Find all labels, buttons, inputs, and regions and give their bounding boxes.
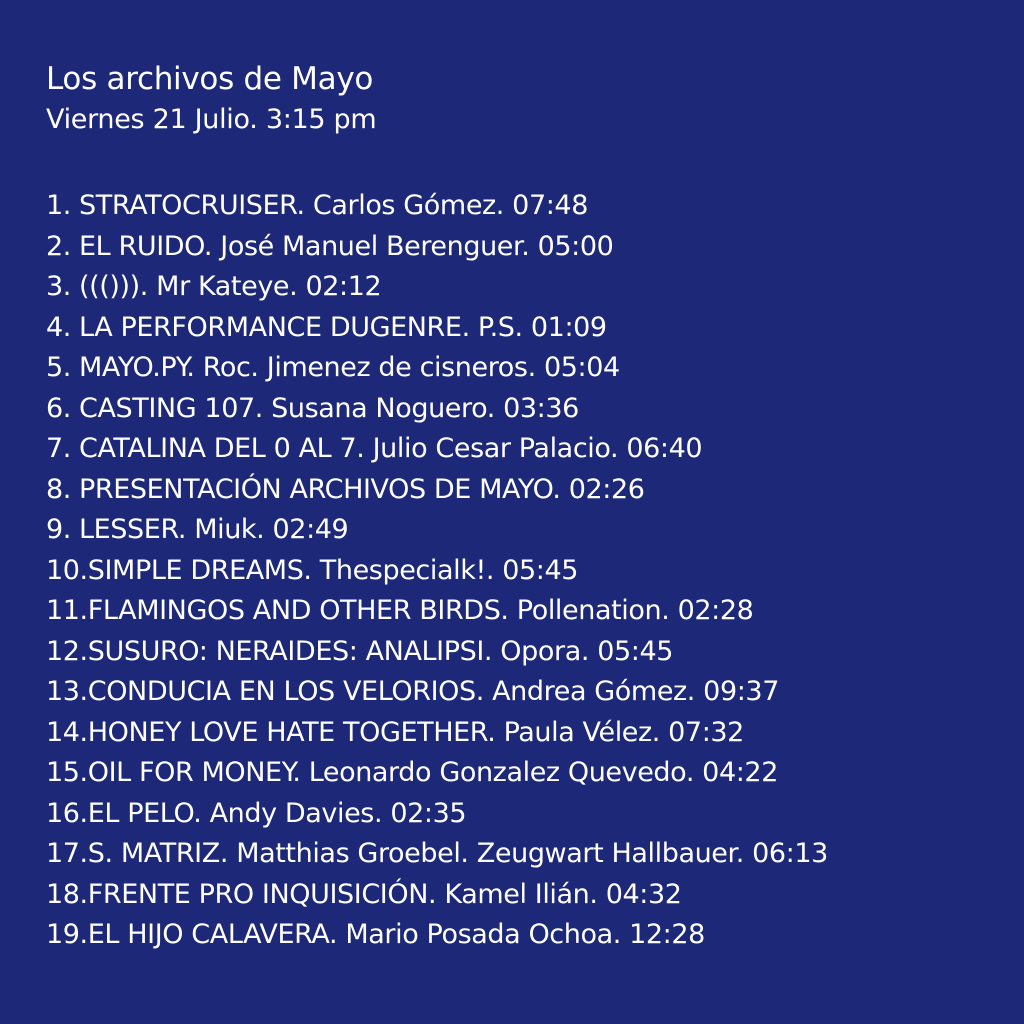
track-text: HONEY LOVE HATE TOGETHER. Paula Vélez. 07:32 — [87, 716, 744, 748]
track-item — [46, 227, 1024, 268]
track-item — [46, 834, 1024, 875]
track-text: FLAMINGOS AND OTHER BIRDS. Pollenation. 02:28 — [87, 595, 754, 626]
page-title: Los archivos de Mayo — [46, 61, 374, 97]
track-item — [46, 551, 1024, 592]
track-text: SUSURO: NERAIDES: ANALIPSI. Opora. 05:45 — [87, 635, 674, 667]
track-text: S. MATRIZ. Matthias Groebel. Zeugwart Hallbauer. 06:13 — [87, 838, 828, 869]
track-number: 15. — [46, 757, 88, 788]
track-item — [46, 267, 1024, 308]
track-text: FRENTE PRO INQUISICIÓN. Kamel Ilián. 04:32 — [87, 878, 682, 910]
track-number: 7. — [46, 433, 71, 464]
track-number: 3. — [46, 271, 71, 302]
track-number: 2. — [46, 230, 71, 262]
track-number: 10. — [46, 554, 88, 586]
track-number: 4. — [46, 311, 71, 343]
track-item — [46, 186, 1024, 227]
track-item — [46, 389, 1024, 430]
track-item — [46, 348, 1024, 389]
track-text: MAYO.PY. Roc. Jimenez de cisneros. 05:04 — [79, 352, 620, 383]
track-number: 12. — [46, 635, 88, 667]
track-text: STRATOCRUISER. Carlos Gómez. 07:48 — [79, 190, 588, 221]
track-item — [46, 510, 1024, 551]
track-number: 13. — [46, 676, 88, 707]
track-text: SIMPLE DREAMS. Thespecialk!. 05:45 — [87, 554, 579, 586]
track-item — [46, 591, 1024, 632]
track-item — [46, 875, 1024, 916]
track-text: OIL FOR MONEY. Leonardo Gonzalez Quevedo. 04:22 — [87, 757, 778, 788]
track-text: CASTING 107. Susana Noguero. 03:36 — [79, 392, 579, 424]
track-text: EL PELO. Andy Davies. 02:35 — [87, 797, 467, 829]
track-text: CATALINA DEL 0 AL 7. Julio Cesar Palacio. 06:40 — [79, 433, 703, 464]
track-text: ((())). Mr Kateye. 02:12 — [79, 271, 382, 302]
track-text: PRESENTACIÓN ARCHIVOS DE MAYO. 02:26 — [79, 473, 645, 505]
track-number: 14. — [46, 716, 88, 748]
track-item — [46, 632, 1024, 673]
track-number: 11. — [46, 595, 88, 626]
track-number: 16. — [46, 797, 88, 829]
track-item — [46, 429, 1024, 470]
track-number: 9. — [46, 514, 71, 545]
track-item — [46, 672, 1024, 713]
track-item — [46, 915, 1024, 956]
track-text: EL HIJO CALAVERA. Mario Posada Ochoa. 12:28 — [87, 919, 705, 950]
track-item — [46, 308, 1024, 349]
tracklist — [46, 186, 1024, 956]
track-number: 19. — [46, 919, 88, 950]
track-text: LESSER. Miuk. 02:49 — [79, 514, 349, 545]
track-item — [46, 794, 1024, 835]
track-number: 1. — [46, 190, 71, 221]
track-number: 17. — [46, 838, 88, 869]
track-number: 18. — [46, 878, 88, 910]
track-text: LA PERFORMANCE DUGENRE. P.S. 01:09 — [79, 311, 607, 343]
track-item — [46, 753, 1024, 794]
track-number: 8. — [46, 473, 71, 505]
track-number: 5. — [46, 352, 71, 383]
track-text: EL RUIDO. José Manuel Berenguer. 05:00 — [79, 230, 614, 262]
track-item — [46, 713, 1024, 754]
track-item — [46, 470, 1024, 511]
track-number: 6. — [46, 392, 71, 424]
track-text: CONDUCIA EN LOS VELORIOS. Andrea Gómez. 09:37 — [87, 676, 779, 707]
event-datetime: Viernes 21 Julio. 3:15 pm — [46, 104, 377, 135]
